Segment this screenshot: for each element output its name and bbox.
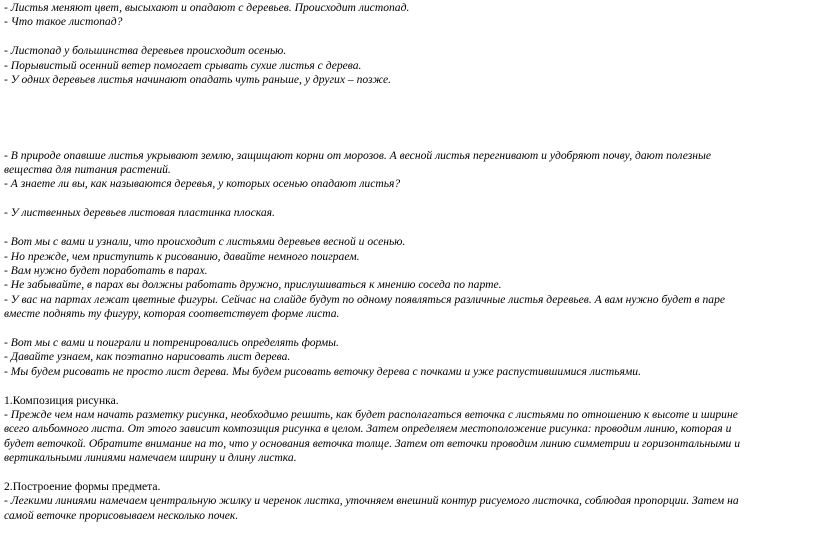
section-heading: 1.Композиция рисунка.	[4, 394, 119, 407]
text-line: - Вот мы с вами и поиграли и потренировались определять формы.	[4, 336, 339, 349]
text-line: - Но прежде, чем приступить к рисованию, давайте немного поиграем.	[4, 250, 360, 263]
text-line: - У лиственных деревьев листовая пластинка плоская.	[4, 206, 275, 219]
text-line: - В природе опавшие листья укрывают землю, защищают корни от морозов. А весной листья перегнивают и удобряют почву, дают полезные	[4, 149, 712, 162]
text-line: вместе поднять ту фигуру, которая соответствует форме листа.	[4, 307, 340, 320]
text-line: вертикальными линиями намечаем ширину и длину листка.	[4, 451, 297, 464]
text-line: - Вам нужно будет поработать в парах.	[4, 264, 208, 277]
text-line: самой веточке прорисовываем несколько почек.	[4, 509, 239, 522]
text-line: - Листья меняют цвет, высыхают и опадают с деревьев. Происходит листопад.	[4, 1, 410, 14]
text-line: - Порывистый осенний ветер помогает срывать сухие листья с дерева.	[4, 59, 362, 72]
text-line: - Легкими линиями намечаем центральную жилку и черенок листка, уточняем внешний контур рисуемого листочка, соблюдая пропорции. Затем на	[4, 494, 739, 507]
text-line: вещества для питания растений.	[4, 163, 171, 176]
text-line: - Не забывайте, в парах вы должны работать дружно, прислушиваться к мнению соседа по парте.	[4, 278, 502, 291]
text-line: - Прежде чем нам начать разметку рисунка, необходимо решить, как будет располагаться веточка с листьями по отношению к высоте и ширине	[4, 408, 738, 421]
section-heading: 2.Построение формы предмета.	[4, 480, 161, 493]
text-line: - У одних деревьев листья начинают опадать чуть раньше, у других – позже.	[4, 73, 392, 86]
text-line: - А знаете ли вы, как называются деревья, у которых осенью опадают листья?	[4, 177, 401, 190]
text-line: всего альбомного листа. От этого зависит композиция рисунка в целом. Затем определяем местоположение рисунка: проводим линию, которая и	[4, 422, 732, 435]
text-line: - Что такое листопад?	[4, 15, 123, 28]
text-line: будет веточкой. Обратите внимание на то, что у основания веточка толще. Затем от веточки проводим линию симметрии и горизонтальными и	[4, 437, 741, 450]
text-line: - Давайте узнаем, как поэтапно нарисовать лист дерева.	[4, 350, 291, 363]
text-line: - У вас на партах лежат цветные фигуры. Сейчас на слайде будут по одному появляться различные листья деревьев. А вам нужно будет в паре	[4, 293, 726, 306]
text-line: - Листопад у большинства деревьев происходит осенью.	[4, 44, 287, 57]
text-line: - Вот мы с вами и узнали, что происходит с листьями деревьев весной и осенью.	[4, 235, 406, 248]
text-line: - Мы будем рисовать не просто лист дерева. Мы будем рисовать веточку дерева с почками и уже распустившимися листьями.	[4, 365, 641, 378]
